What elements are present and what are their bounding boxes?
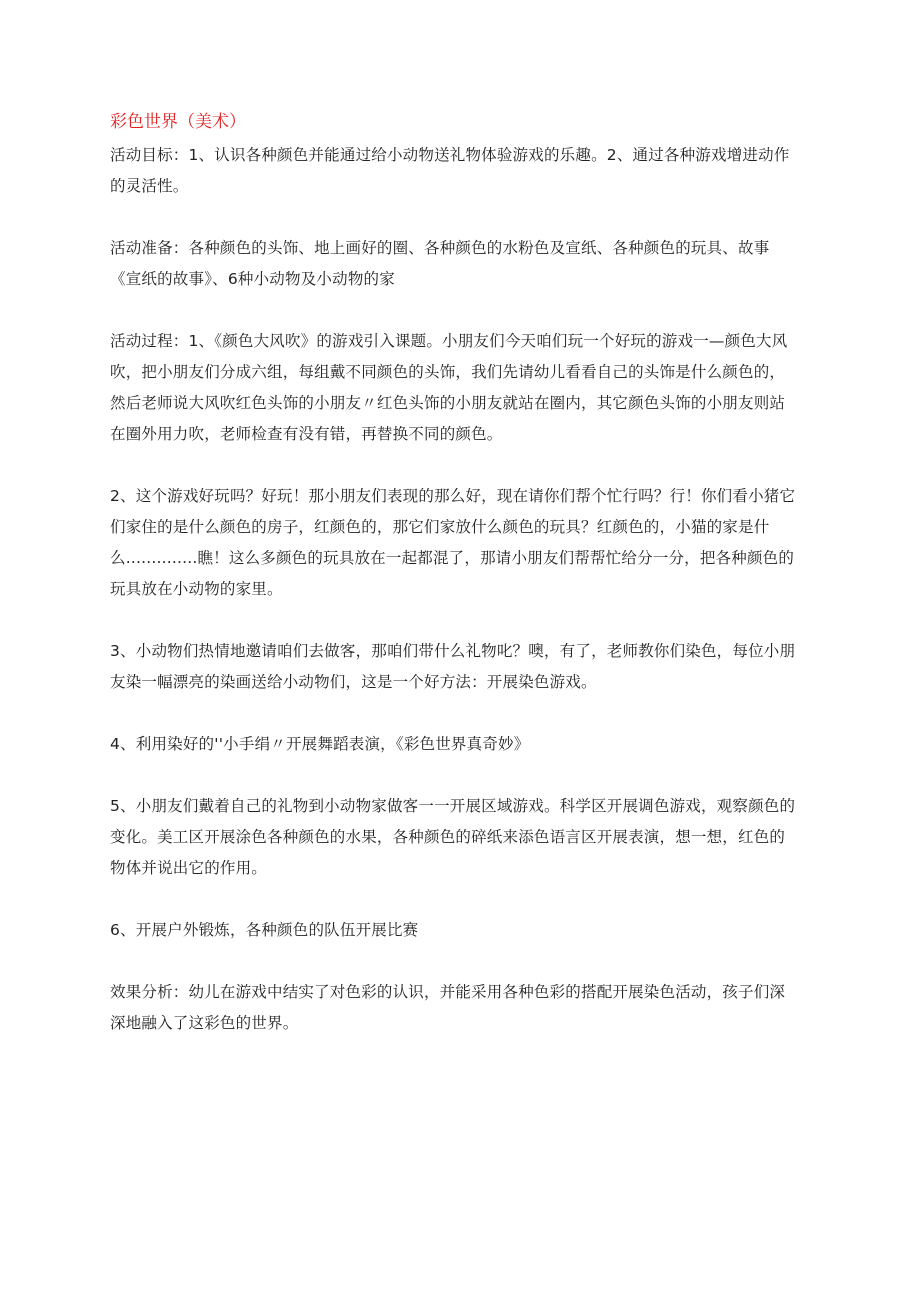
document-title: 彩色世界（美术）: [110, 112, 246, 132]
paragraph-process-5: 5、小朋友们戴着自己的礼物到小动物家做客一一开展区域游戏。科学区开展调色游戏，观察颜色的变化。美工区开展涂色各种颜色的水果，各种颜色的碎纸来添色语言区开展表演，想一想，红色的物体并说出它的作用。: [110, 797, 796, 877]
paragraph-preparation: 活动准备：各种颜色的头饰、地上画好的圈、各种颜色的水粉色及宣纸、各种颜色的玩具、故事《宣纸的故事》、6种小动物及小动物的家: [110, 239, 770, 288]
paragraph-process-4: 4、利用染好的''小手绢〃开展舞蹈表演，《彩色世界真奇妙》: [110, 735, 530, 753]
paragraph-process-1: 活动过程：1、《颜色大风吹》的游戏引入课题。小朋友们今天咱们玩一个好玩的游戏一—颜色大风吹，把小朋友们分成六组，每组戴不同颜色的头饰，我们先请幼儿看看自己的头饰是什么颜色的，然后老师说大风吹红色头饰的小朋友〃红色头饰的小朋友就站在圈内，其它颜色头饰的小朋友则站在圈外用力吹，老师检查有没有错，再替换不同的颜色。: [110, 332, 788, 443]
paragraph-process-3: 3、小动物们热情地邀请咱们去做客，那咱们带什么礼物叱？噢，有了，老师教你们染色，每位小朋友染一幅漂亮的染画送给小动物们，这是一个好方法：开展染色游戏。: [110, 642, 796, 691]
document-page: [110, 110, 800, 1070]
paragraph-process-2: 2、这个游戏好玩吗？好玩！那小朋友们表现的那么好，现在请你们帮个忙行吗？行！你们看小猪它们家住的是什么颜色的房子，红颜色的，那它们家放什么颜色的玩具？红颜色的，小猫的家是什么..............瞧！这么多颜色的玩具放在一起都混了，那请小朋友们帮帮忙给分一分，把各种颜色的玩具放在小动物的家里。: [110, 487, 796, 598]
paragraph-analysis: 效果分析：幼儿在游戏中结实了对色彩的认识，并能采用各种色彩的搭配开展染色活动，孩子们深深地融入了这彩色的世界。: [110, 983, 786, 1032]
paragraph-process-6: 6、开展户外锻炼，各种颜色的队伍开展比赛: [110, 921, 419, 939]
paragraph-goals: 活动目标：1、认识各种颜色并能通过给小动物送礼物体验游戏的乐趣。2、通过各种游戏增进动作的灵活性。: [110, 146, 790, 195]
